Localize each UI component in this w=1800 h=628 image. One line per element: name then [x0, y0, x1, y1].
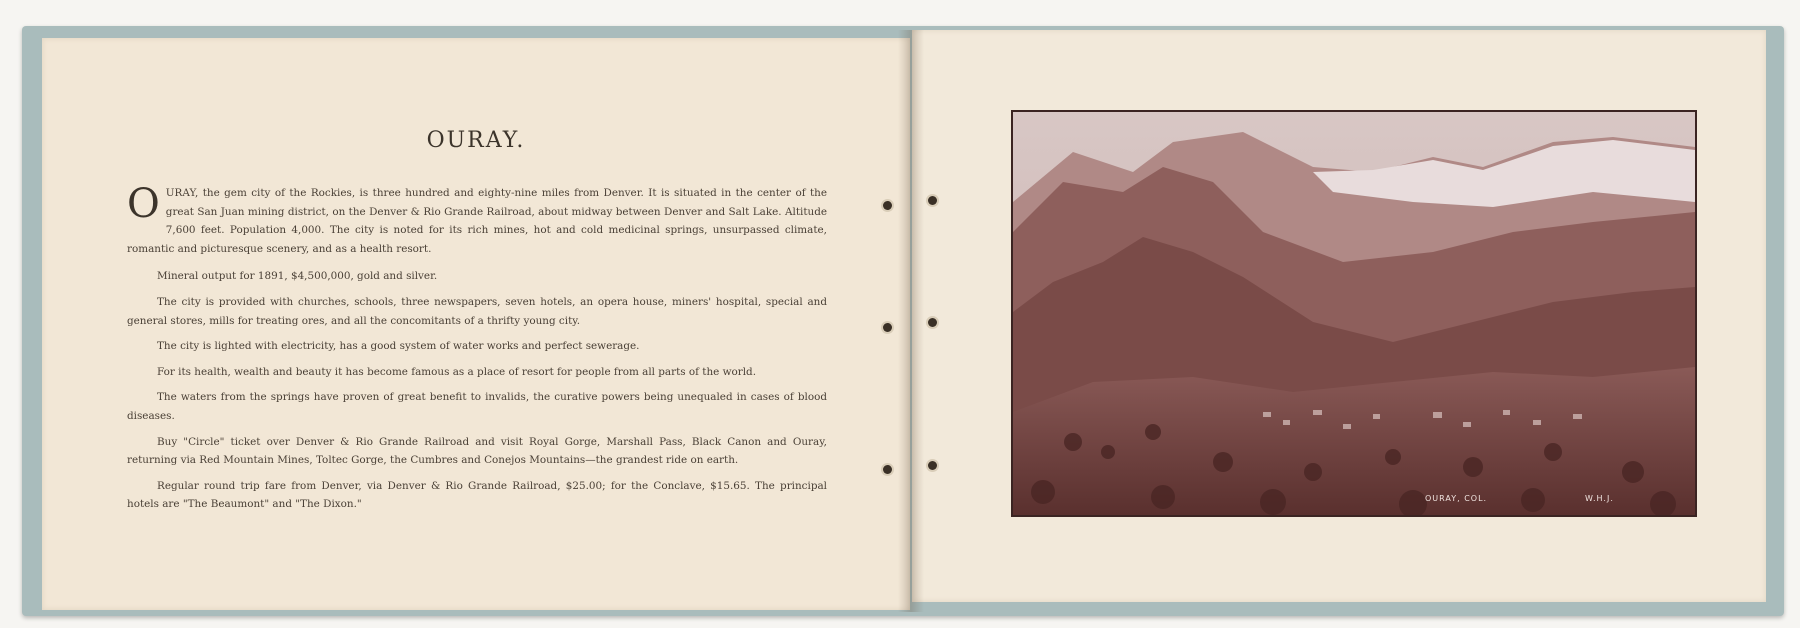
- book-gutter: [898, 30, 924, 612]
- paragraph-city-services: The city is provided with churches, schools, three newspapers, seven hotels, an opera house, miners' hospital, special and general stores, mills for treating ores, and all the concomitants of a thrifty young city.: [127, 295, 827, 327]
- photo-credit: W.H.J.: [1585, 494, 1614, 503]
- paragraph-springs: The waters from the springs have proven of great benefit to invalids, the curative powers being unequaled in cases of blood diseases.: [127, 391, 827, 422]
- mountain-town-illustration: [1013, 112, 1695, 515]
- binding-hole: [883, 323, 892, 332]
- paragraph-text: URAY, the gem city of the Rockies, is three hundred and eighty-nine miles from Denver. It is situated in the center of the great San Juan mining district, on the Denver & Rio Grande Railroad, about midway between Denver and Salt Lake. Altitude 7,600 feet. Population 4,000. The city is noted for its rich mines, hot and cold medicinal springs, unsurpassed climate, romantic and picturesque scenery, and as a health resort.: [127, 187, 827, 255]
- left-page: [42, 38, 910, 610]
- ouray-photograph: [1011, 110, 1697, 517]
- page-title: OURAY.: [426, 128, 526, 153]
- paragraph-utilities: The city is lighted with electricity, has a good system of water works and perfect sewerage.: [157, 340, 640, 353]
- paragraph-fares-hotels: Regular round trip fare from Denver, via Denver & Rio Grande Railroad, $25.00; for the Conclave, $15.65. The principal hotels are "The Beaumont" and "The Dixon.": [127, 479, 827, 511]
- binding-hole: [928, 461, 937, 470]
- binding-hole: [883, 201, 892, 210]
- binding-hole: [928, 196, 937, 205]
- article-body: [127, 181, 827, 521]
- photo-caption: OURAY, COL.: [1425, 494, 1488, 503]
- binding-hole: [928, 318, 937, 327]
- paragraph-circle-ticket: Buy "Circle" ticket over Denver & Rio Grande Railroad and visit Royal Gorge, Marshall Pass, Black Canon and Ouray, returning via Red Mountain Mines, Toltec Gorge, the Cumbres and Conejos Mountains—the grandest ride on earth.: [127, 435, 827, 467]
- paragraph-fame: For its health, wealth and beauty it has become famous as a place of resort for people from all parts of the world.: [157, 365, 757, 378]
- drop-cap: O: [127, 181, 160, 227]
- binding-hole: [883, 465, 892, 474]
- paragraph-mineral-output: Mineral output for 1891, $4,500,000, gold and silver.: [157, 270, 438, 283]
- paragraph-intro: [127, 181, 827, 258]
